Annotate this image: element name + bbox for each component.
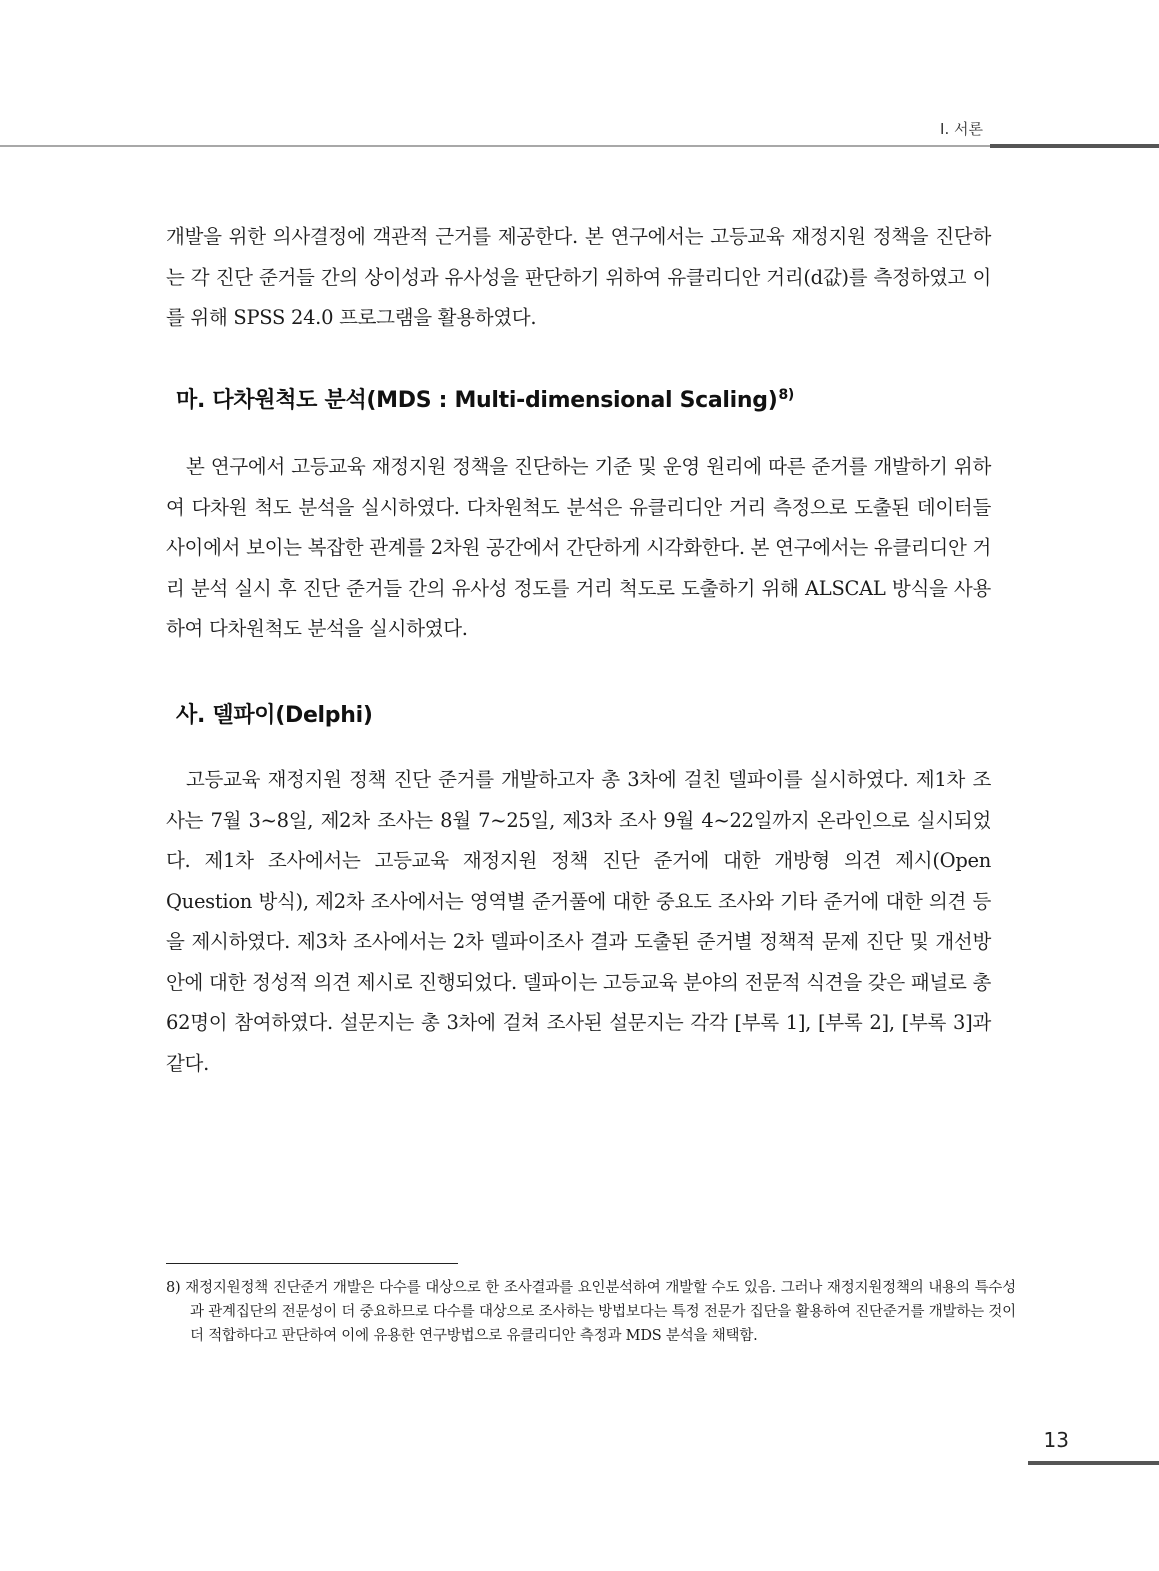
footer-divider bbox=[1028, 1461, 1159, 1465]
section-heading-mds bbox=[176, 383, 794, 414]
footnote-divider bbox=[166, 1263, 458, 1264]
section-heading-delphi: 사. 델파이(Delphi) bbox=[176, 703, 373, 728]
section-label: Ⅰ. 서론 bbox=[940, 120, 983, 138]
intro-paragraph: 개발을 위한 의사결정에 객관적 근거를 제공한다. 본 연구에서는 고등교육 재정지원 정책을 진단하는 각 진단 준거들 간의 상이성과 유사성을 판단하기 위하여 유클리디안 거리(d값)를 측정하였고 이를 위해 SPSS 24.0 프로그램을 활용하였다. bbox=[166, 225, 991, 329]
header-divider bbox=[0, 145, 990, 147]
delphi-paragraph: 고등교육 재정지원 정책 진단 준거를 개발하고자 총 3차에 걸친 델파이를 실시하였다. 제1차 조사는 7월 3~8일, 제2차 조사는 8월 7~25일, 제3차 조사 9월 4~22일까지 온라인으로 실시되었다. 제1차 조사에서는 고등교육 재정지원 정책 진단 준거에 대한 개방형 의견 제시(Open Question 방식), 제2차 조사에서는 영역별 준거풀에 대한 중요도 조사와 기타 준거에 대한 의견 등을 제시하였다. 제3차 조사에서는 2차 델파이조사 결과 도출된 준거별 정책적 문제 진단 및 개선방안에 대한 정성적 의견 제시로 진행되었다. 델파이는 고등교육 분야의 전문적 식견을 갖은 패널로 총 62명이 참여하였다. 설문지는 총 3차에 걸쳐 조사된 설문지는 각각 [부록 1], [부록 2], [부록 3]과 같다. bbox=[166, 768, 991, 1075]
footnote-ref: 8) bbox=[778, 387, 795, 403]
section-heading-mds-text: 마. 다차원척도 분석(MDS : Multi-dimensional Scaling) bbox=[176, 388, 778, 413]
page-number: 13 bbox=[1043, 1428, 1069, 1452]
mds-paragraph: 본 연구에서 고등교육 재정지원 정책을 진단하는 기준 및 운영 원리에 따른 준거를 개발하기 위하여 다차원 척도 분석을 실시하였다. 다차원척도 분석은 유클리디안 거리 측정으로 도출된 데이터들 사이에서 보이는 복잡한 관계를 2차원 공간에서 간단하게 시각화한다. 본 연구에서는 유클리디안 거리 분석 실시 후 진단 준거들 간의 유사성 정도를 거리 척도로 도출하기 위해 ALSCAL 방식을 사용하여 다차원척도 분석을 실시하였다. bbox=[166, 455, 991, 640]
header-divider-accent bbox=[990, 144, 1159, 148]
footnote: 8) 재정지원정책 진단준거 개발은 다수를 대상으로 한 조사결과를 요인분석하여 개발할 수도 있음. 그러나 재정지원정책의 내용의 특수성과 관계집단의 전문성이 더 중요하므로 다수를 대상으로 조사하는 방법보다는 특정 전문가 집단을 활용하여 진단준거를 개발하는 것이 더 적합하다고 판단하여 이에 유용한 연구방법으로 유클리디안 측정과 MDS 분석을 채택함. bbox=[166, 1280, 1016, 1344]
